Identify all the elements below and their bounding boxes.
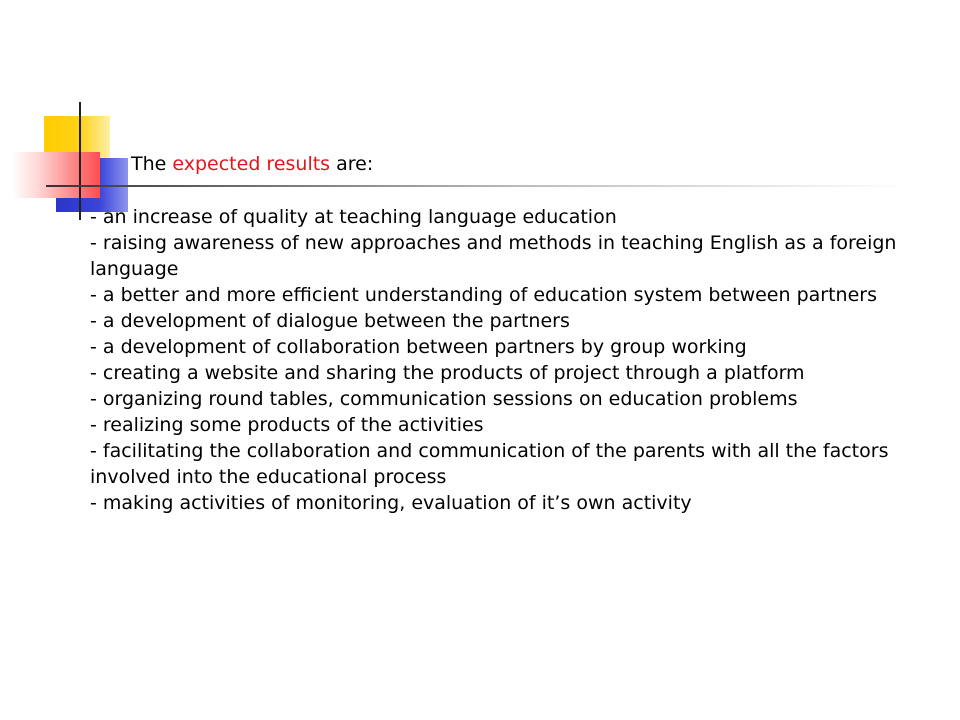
title-prefix: The <box>131 153 173 175</box>
list-item: - organizing round tables, communication sessions on education problems <box>90 388 798 410</box>
list-item: - creating a website and sharing the products of project through a platform <box>90 362 805 384</box>
decorative-corner-graphic <box>0 0 960 220</box>
red-square-decoration <box>12 152 100 198</box>
results-list <box>90 204 930 516</box>
slide-title <box>131 151 373 177</box>
list-item: - making activities of monitoring, evaluation of it’s own activity <box>90 492 692 514</box>
vertical-rule-decoration <box>79 102 81 220</box>
title-suffix: are: <box>330 153 374 175</box>
list-item: - a development of dialogue between the partners <box>90 310 570 332</box>
list-item: - an increase of quality at teaching language education <box>90 206 617 228</box>
title-highlight: expected results <box>172 153 331 175</box>
title-underline-rule <box>46 185 906 187</box>
list-item: - a better and more efficient understanding of education system between partners <box>90 284 877 306</box>
list-item: - realizing some products of the activities <box>90 414 484 436</box>
list-item: - facilitating the collaboration and communication of the parents with all the factors involved into the educational process <box>90 440 889 488</box>
list-item: - raising awareness of new approaches and methods in teaching English as a foreign language <box>90 232 897 280</box>
list-item: - a development of collaboration between partners by group working <box>90 336 747 358</box>
